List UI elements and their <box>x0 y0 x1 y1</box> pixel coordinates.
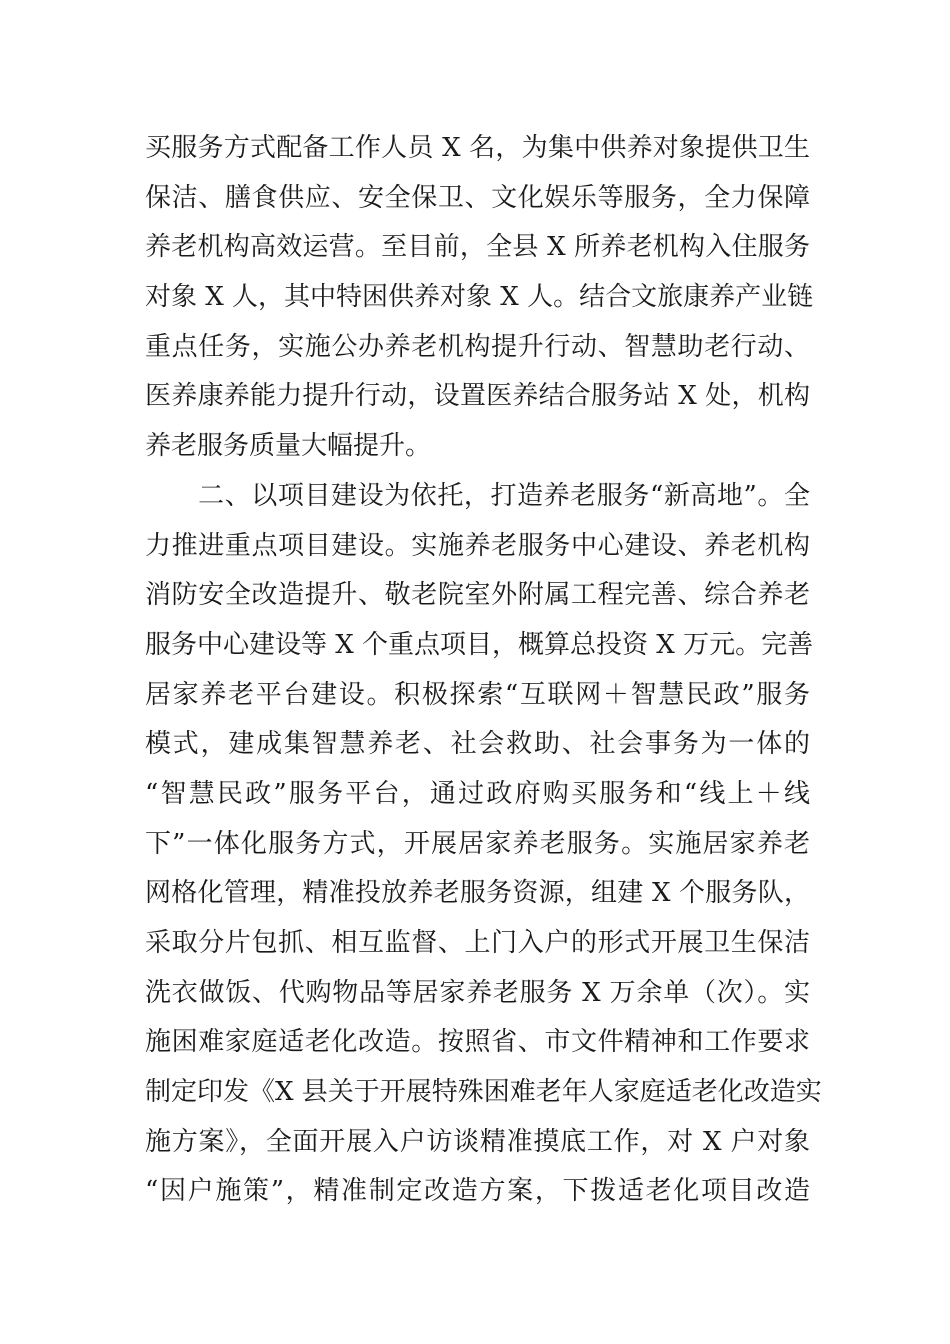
text-line: 服务中心建设等 X 个重点项目，概算总投资 X 万元。完善 <box>145 629 814 660</box>
text-line: 二、以项目建设为依托，打造养老服务“新高地”。全 <box>145 480 810 511</box>
text-line: 养老服务质量大幅提升。 <box>145 431 432 462</box>
text-line: 对象 X 人，其中特困供养对象 X 人。结合文旅康养产业链 <box>145 282 814 313</box>
text-line: 医养康养能力提升行动，设置医养结合服务站 X 处，机构 <box>145 381 810 412</box>
text-line: 消防安全改造提升、敬老院室外附属工程完善、综合养老 <box>145 580 810 611</box>
text-line: 养老机构高效运营。至目前，全县 X 所养老机构入住服务 <box>145 232 810 263</box>
text-line: 下”一体化服务方式，开展居家养老服务。实施居家养老 <box>145 828 810 859</box>
text-line: 洗衣做饭、代购物品等居家养老服务 X 万余单（次）。实 <box>145 977 810 1008</box>
text-line: 模式，建成集智慧养老、社会救助、社会事务为一体的 <box>145 729 810 760</box>
text-line: 制定印发《X 县关于开展特殊困难老年人家庭适老化改造实 <box>145 1077 822 1108</box>
text-line: “因户施策”，精准制定改造方案，下拨适老化项目改造 <box>145 1176 810 1207</box>
paragraph-1 <box>145 124 814 472</box>
text-line: “智慧民政”服务平台，通过政府购买服务和“线上＋线 <box>145 778 810 809</box>
text-line: 买服务方式配备工作人员 X 名，为集中供养对象提供卫生 <box>145 133 810 163</box>
text-line: 施方案》，全面开展入户访谈精准摸底工作，对 X 户对象 <box>145 1126 810 1157</box>
text-line: 采取分片包抓、相互监督、上门入户的形式开展卫生保洁 <box>145 928 810 958</box>
paragraph-2 <box>145 472 822 1217</box>
text-line: 居家养老平台建设。积极探索“互联网＋智慧民政”服务 <box>145 679 810 710</box>
text-line: 力推进重点项目建设。实施养老服务中心建设、养老机构 <box>145 530 810 561</box>
text-line: 重点任务，实施公办养老机构提升行动、智慧助老行动、 <box>145 331 810 362</box>
text-line: 网格化管理，精准投放养老服务资源，组建 X 个服务队， <box>145 878 810 909</box>
document-body <box>145 124 822 1217</box>
text-line: 施困难家庭适老化改造。按照省、市文件精神和工作要求 <box>145 1027 810 1058</box>
text-line: 保洁、膳食供应、安全保卫、文化娱乐等服务，全力保障 <box>145 182 810 213</box>
